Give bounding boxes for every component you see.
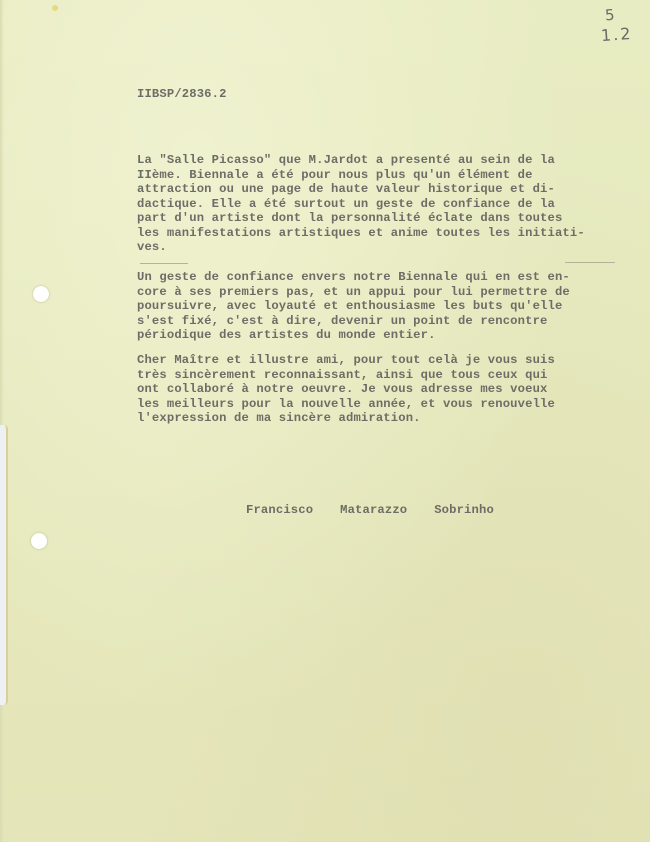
text-line: Un geste de confiance envers notre Biennale qui en est en- — [137, 270, 570, 284]
text-line: ves. — [137, 240, 167, 254]
text-line: très sincèrement reconnaissant, ainsi que tous ceux qui — [137, 367, 548, 382]
text-line: les meilleurs pour la nouvelle année, et vous renouvelle — [137, 396, 555, 411]
text-line: les manifestations artistiques et anime toutes les initiati- — [137, 225, 585, 240]
text-line: poursuivre, avec loyauté et enthousiasme les buts qu'elle — [137, 299, 563, 313]
signature-name: Francisco Matarazzo Sobrinho — [246, 503, 494, 517]
document-reference: IIBSP/2836.2 — [137, 87, 227, 101]
page-left-edge — [0, 0, 4, 842]
text-line: La "Salle Picasso" que M.Jardot a presenté au sein de la — [137, 153, 555, 167]
text-line: dactique. Elle a été surtout un geste de confiance de la — [137, 196, 555, 211]
text-line: Cher Maître et illustre ami, pour tout celà je vous suis — [137, 353, 555, 367]
handwritten-folio: 1.2 — [600, 23, 634, 46]
punch-hole-bottom — [31, 533, 47, 549]
text-line: s'est fixé, c'est à dire, devenir un point de rencontre — [137, 313, 548, 328]
page-torn-edge — [0, 425, 8, 705]
text-line: core à ses premiers pas, et un appui pour lui permettre de — [137, 284, 570, 299]
paragraph-3 — [137, 353, 555, 426]
paragraph-2 — [137, 270, 570, 343]
text-line: l'expression de ma sincère admiration. — [137, 411, 421, 425]
text-line: périodique des artistes du monde entier. — [137, 328, 436, 342]
strike-line — [140, 263, 188, 264]
text-line: ont collaboré à notre oeuvre. Je vous adresse mes voeux — [137, 382, 548, 396]
strike-line — [565, 262, 615, 263]
paper-stain — [52, 5, 58, 11]
punch-hole-top — [33, 286, 49, 302]
text-line: attraction ou une page de haute valeur historique et di- — [137, 182, 555, 196]
handwritten-page-number: 5 — [604, 5, 616, 25]
text-line: IIème. Biennale a été pour nous plus qu'un élément de — [137, 167, 533, 182]
text-line: part d'un artiste dont la personnalité éclate dans toutes — [137, 211, 563, 225]
paragraph-1 — [137, 153, 585, 255]
